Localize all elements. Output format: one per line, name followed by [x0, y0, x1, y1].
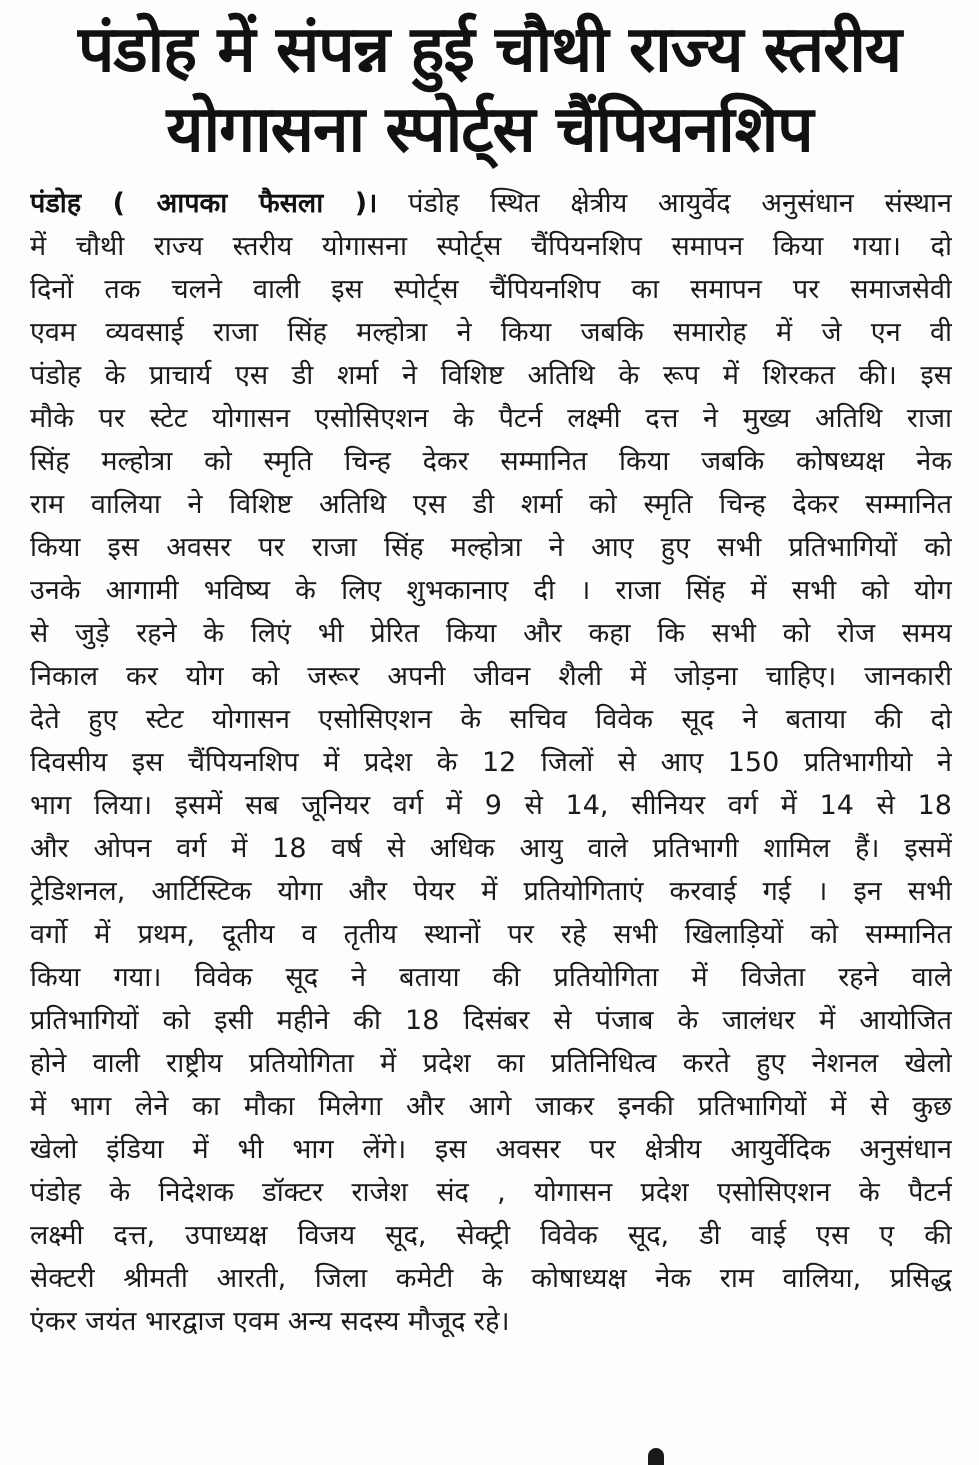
article-line-1 — [30, 182, 952, 225]
dateline: पंडोह ( आपका फैसला )। — [30, 188, 378, 219]
article-line: किया गया। विवेक सूद ने बताया की प्रतियोगिता में विजेता रहने वाले — [30, 962, 952, 993]
article-line: लक्ष्मी दत्त, उपाध्यक्ष विजय सूद, सेक्ट्री विवेक सूद, डी वाई एस ए की — [30, 1220, 952, 1251]
article-line: एवम व्यवसाई राजा सिंह मल्होत्रा ने किया जबकि समारोह में जे एन वी — [30, 317, 952, 348]
article-line: सेक्टरी श्रीमती आरती, जिला कमेटी के कोषाध्यक्ष नेक राम वालिया, प्रसिद्ध — [30, 1263, 952, 1294]
article-line: राम वालिया ने विशिष्ट अतिथि एस डी शर्मा को स्मृति चिन्ह देकर सम्मानित — [30, 489, 952, 520]
article-line: खेलो इंडिया में भी भाग लेंगे। इस अवसर पर क्षेत्रीय आयुर्वेदिक अनुसंधान — [30, 1134, 952, 1165]
article-line: पंडोह के निदेशक डॉक्टर राजेश संद , योगासन प्रदेश एसोसिएशन के पैटर्न — [30, 1177, 952, 1208]
article-line: वर्गो में प्रथम, दूतीय व तृतीय स्थानों पर रहे सभी खिलाड़ियों को सम्मानित — [30, 919, 952, 950]
article-line-last: एंकर जयंत भारद्वाज एवम अन्य सदस्य मौजूद रहे। — [30, 1306, 510, 1337]
article-line: से जुड़े रहने के लिएं भी प्रेरित किया और कहा कि सभी को रोज समय — [30, 618, 952, 649]
article-line-1-text: पंडोह स्थित क्षेत्रीय आयुर्वेद अनुसंधान संस्थान — [377, 188, 952, 219]
article-line: देते हुए स्टेट योगासन एसोसिएशन के सचिव विवेक सूद ने बताया की दो — [30, 704, 952, 735]
article-line: किया इस अवसर पर राजा सिंह मल्होत्रा ने आए हुए सभी प्रतिभागियों को — [30, 532, 952, 563]
article-line: होने वाली राष्ट्रीय प्रतियोगिता में प्रदेश का प्रतिनिधित्व करते हुए नेशनल खेलो — [30, 1048, 952, 1079]
article-line: में भाग लेने का मौका मिलेगा और आगे जाकर इनकी प्रतिभागियों में से कुछ — [30, 1091, 952, 1122]
article-line: मौके पर स्टेट योगासन एसोसिएशन के पैटर्न लक्ष्मी दत्त ने मुख्य अतिथि राजा — [30, 403, 952, 434]
article-line: और ओपन वर्ग में 18 वर्ष से अधिक आयु वाले प्रतिभागी शामिल हैं। इसमें — [30, 833, 952, 864]
article-line: भाग लिया। इसमें सब जूनियर वर्ग में 9 से 14, सीनियर वर्ग में 14 से 18 — [30, 790, 952, 821]
article-body — [30, 182, 952, 1343]
article-line: दिनों तक चलने वाली इस स्पोर्ट्स चैंपियनशिप का समापन पर समाजसेवी — [30, 274, 952, 305]
article-line: में चौथी राज्य स्तरीय योगासना स्पोर्ट्स चैंपियनशिप समापन किया गया। दो — [30, 231, 952, 262]
headline-line-1: पंडोह में संपन्न हुई चौथी राज्य स्तरीय — [77, 13, 902, 87]
article-line: पंडोह के प्राचार्य एस डी शर्मा ने विशिष्ट अतिथि के रूप में शिरकत की। इस — [30, 360, 952, 391]
article-line: प्रतिभागियों को इसी महीने की 18 दिसंबर से पंजाब के जालंधर में आयोजित — [30, 1005, 952, 1036]
headline-line-2: योगासना स्पोर्ट्स चैंपियनशिप — [166, 93, 813, 167]
article-line: ट्रेडिशनल, आर्टिस्टिक योगा और पेयर में प्रतियोगिताएं करवाई गई । इन सभी — [30, 876, 952, 907]
cropped-glyph-mark — [648, 1448, 664, 1465]
article-line: निकाल कर योग को जरूर अपनी जीवन शैली में जोड़ना चाहिए। जानकारी — [30, 661, 952, 692]
article-line: सिंह मल्होत्रा को स्मृति चिन्ह देकर सम्मानित किया जबकि कोषध्यक्ष नेक — [30, 446, 952, 477]
headline — [0, 10, 979, 170]
article-line: उनके आगामी भविष्य के लिए शुभकानाए दी । राजा सिंह में सभी को योग — [30, 575, 952, 606]
article-line: दिवसीय इस चैंपियनशिप में प्रदेश के 12 जिलों से आए 150 प्रतिभागीयो ने — [30, 747, 952, 778]
